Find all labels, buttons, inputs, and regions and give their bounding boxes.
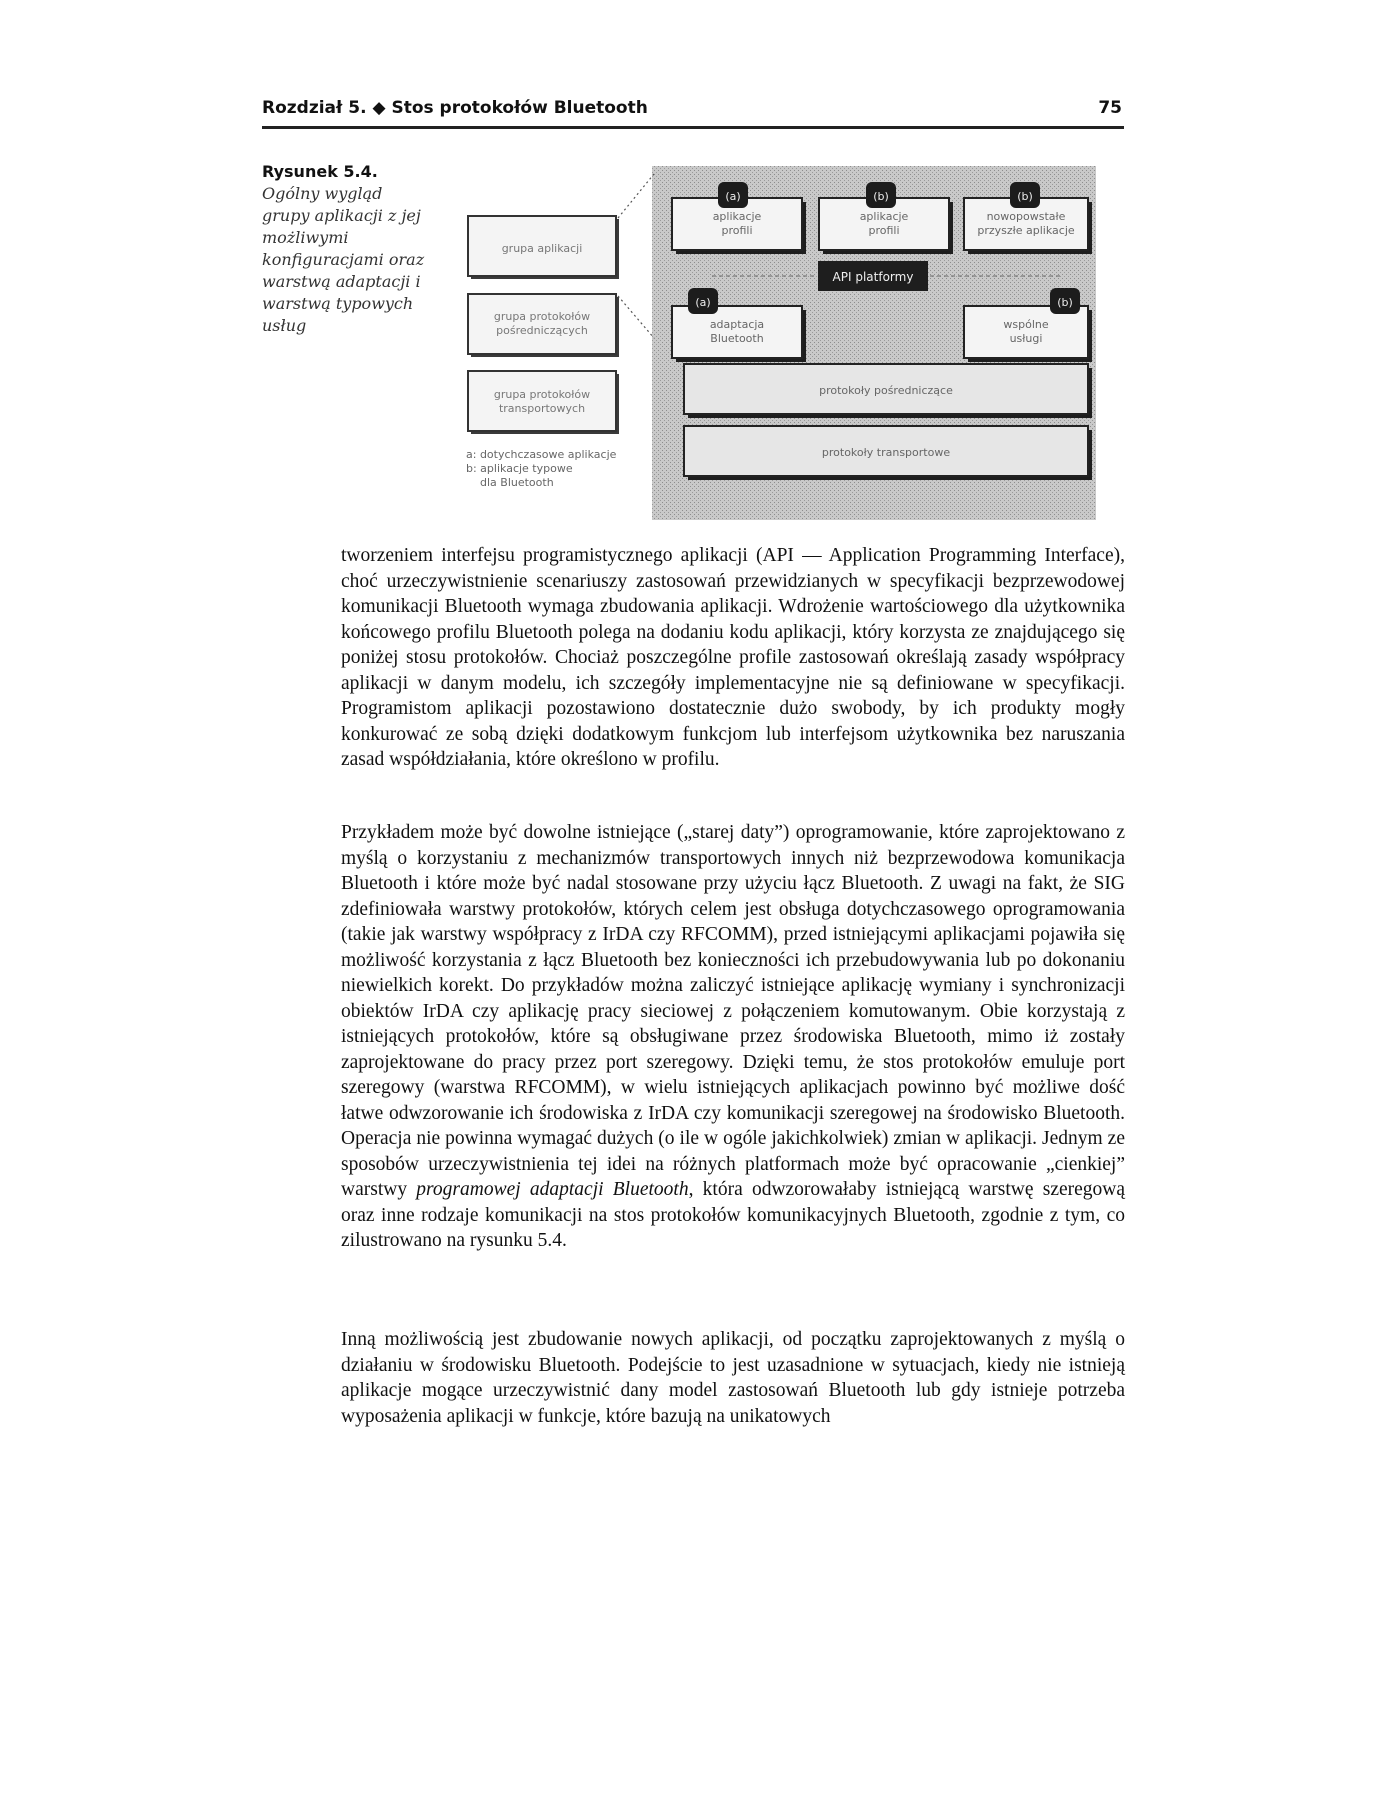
box-app-profile-b-line2: profili xyxy=(868,224,900,237)
tag-b-middle xyxy=(1050,288,1080,314)
figure-caption-text: Ogólny wygląd grupy aplikacji z jej możliwymi konfiguracjami oraz warstwą adaptacji i warstwą typowych usług xyxy=(262,184,425,335)
paragraph-3: Inną możliwością jest zbudowanie nowych aplikacji, od początku zaprojektowanych z myślą o działaniu w środowisku Bluetooth. Podejście to jest uzasadnione w sytuacjach, kiedy nie istnieją aplikacje mogące urzeczywistnić dany model zastosowań Bluetooth lub gdy istnieje potrzeba wyposażenia aplikacji w funkcje, które bazują na unikatowych xyxy=(341,1329,1125,1427)
box-adaptation-line2: Bluetooth xyxy=(710,332,764,345)
tag-a-top-label: (a) xyxy=(725,190,741,203)
left-group-middleware-label-2: pośredniczących xyxy=(496,324,588,337)
box-common-services xyxy=(964,306,1092,362)
chapter-title: Rozdział 5. ◆ Stos protokołów Bluetooth xyxy=(262,98,648,118)
box-api-platform-label: API platformy xyxy=(832,270,914,284)
tag-a-middle-label: (a) xyxy=(695,296,711,309)
tag-a-middle xyxy=(688,288,718,314)
page-header xyxy=(262,98,1124,129)
tag-b-top-1-label: (b) xyxy=(873,190,889,203)
box-transport-layer-label: protokoły transportowe xyxy=(821,446,951,459)
paragraph-2-start: Przykładem może być dowolne istniejące („starej daty”) oprogramowanie, które zaprojektowano z myślą o korzystaniu z mechanizmów transportowych innych niż bezprzewodowa komunikacja Bluetooth i które może być nadal stosowane przy użyciu łącz Bluetooth. Z uwagi na fakt, że SIG zdefiniowała warstwy protokołów, których celem jest obsługa dotychczasowego oprogramowania (takie jak warstwy współpracy z IrDA czy RFCOMM), przed istniejącymi aplikacjami pojawiła się możliwość korzystania z łącz Bluetooth bez konieczności ich przebudowywania lub po dokonaniu niewielkich korekt. Do przykładów można zaliczyć istniejące aplikację wymiany i synchronizacji obiektów IrDA czy aplikację pracy sieciowej z połączeniem komutowanym. Obie korzystają z istniejących protokołów, które są obsługiwane przez środowiska Bluetooth, mimo iż zostały zaprojektowane do pracy przez port szeregowy. Dzięki temu, że stos protokołów emuluje port szeregowy (warstwa RFCOMM), w wielu istniejących aplikacjach powinno być możliwe dość łatwe odwzorowanie ich środowiska z IrDA czy komunikacji szeregowej na środowisko Bluetooth. Operacja nie powinna wymagać dużych (o ile w ogóle jakichkolwiek) zmian w aplikacji. Jednym ze sposobów urzeczywistnienia tej idei na różnych platformach może być opracowanie „cienkiej” warstwy xyxy=(341,822,1125,1200)
figure-caption xyxy=(262,162,432,337)
tag-b-middle-label: (b) xyxy=(1057,296,1073,309)
tag-a-top xyxy=(718,182,748,208)
tag-b-top-2 xyxy=(1010,182,1040,208)
figure-diagram xyxy=(462,162,1100,522)
box-adaptation-line1: adaptacja xyxy=(709,318,765,331)
box-api-platform xyxy=(818,261,928,291)
tag-b-top-1 xyxy=(866,182,896,208)
paragraph-2 xyxy=(341,820,1125,1254)
box-middleware-layer xyxy=(684,364,1092,418)
connector-line xyxy=(618,296,654,338)
paragraph-1: tworzeniem interfejsu programistycznego aplikacji (API — Application Programming Interface), choć urzeczywistnienie scenariuszy zastosowań przewidzianych w specyfikacji bezprzewodowej komunikacji Bluetooth wymaga zbudowania aplikacji. Wdrożenie wartościowego dla użytkownika końcowego profilu Bluetooth polega na dodaniu kodu aplikacji, który korzysta ze znajdującego się poniżej stosu protokołów. Chociaż poszczególne profile zastosowań określają zasady współpracy aplikacji w danym modelu, ich szczegóły implementacyjne nie są definiowane w specyfikacji. Programistom aplikacji pozostawiono dostatecznie dużo swobody, by ich produkty mogły konkurować ze sobą dzięki dodatkowym funkcjom lub interfejsom użytkownika bez naruszania zasad współdziałania, które określono w profilu. xyxy=(341,545,1125,770)
box-common-services-line1: wspólne xyxy=(1003,318,1049,331)
left-group-transport xyxy=(468,371,619,434)
figure-label: Rysunek 5.4. xyxy=(262,162,378,181)
connector-line xyxy=(618,174,654,218)
left-group-transport-label-1: grupa protokołów xyxy=(493,388,591,401)
left-group-transport-label-2: transportowych xyxy=(498,402,586,415)
left-group-middleware xyxy=(468,294,619,357)
box-transport-layer xyxy=(684,426,1092,480)
box-common-services-line2: usługi xyxy=(1009,332,1043,345)
box-app-profile-b-line1: aplikacje xyxy=(859,210,909,223)
left-group-middleware-label-1: grupa protokołów xyxy=(493,310,591,323)
box-adaptation xyxy=(672,306,806,362)
box-new-apps-line2: przyszłe aplikacje xyxy=(977,224,1075,237)
box-app-profile-a-line2: profili xyxy=(721,224,753,237)
legend-line-b1: b: aplikacje typowe xyxy=(466,462,573,475)
box-app-profile-a-line1: aplikacje xyxy=(712,210,762,223)
legend-line-a: a: dotychczasowe aplikacje xyxy=(466,448,617,461)
tag-b-top-2-label: (b) xyxy=(1017,190,1033,203)
left-group-application-label: grupa aplikacji xyxy=(501,242,583,255)
box-new-apps-line1: nowopowstałe xyxy=(986,210,1066,223)
left-group-application xyxy=(468,216,619,279)
legend-line-b2: dla Bluetooth xyxy=(480,476,554,489)
paragraph-2-emphasis: programowej adaptacji Bluetooth xyxy=(416,1179,689,1200)
page-number: 75 xyxy=(1098,98,1122,118)
box-middleware-layer-label: protokoły pośredniczące xyxy=(819,384,953,397)
paragraph-2-end: , która odwzorowałaby istniejącą warstwę szeregową oraz inne rodzaje komunikacji na stos protokołów komunikacyjnych Bluetooth, zgodnie z tym, co zilustrowano na rysunku 5.4. xyxy=(341,1179,1126,1251)
